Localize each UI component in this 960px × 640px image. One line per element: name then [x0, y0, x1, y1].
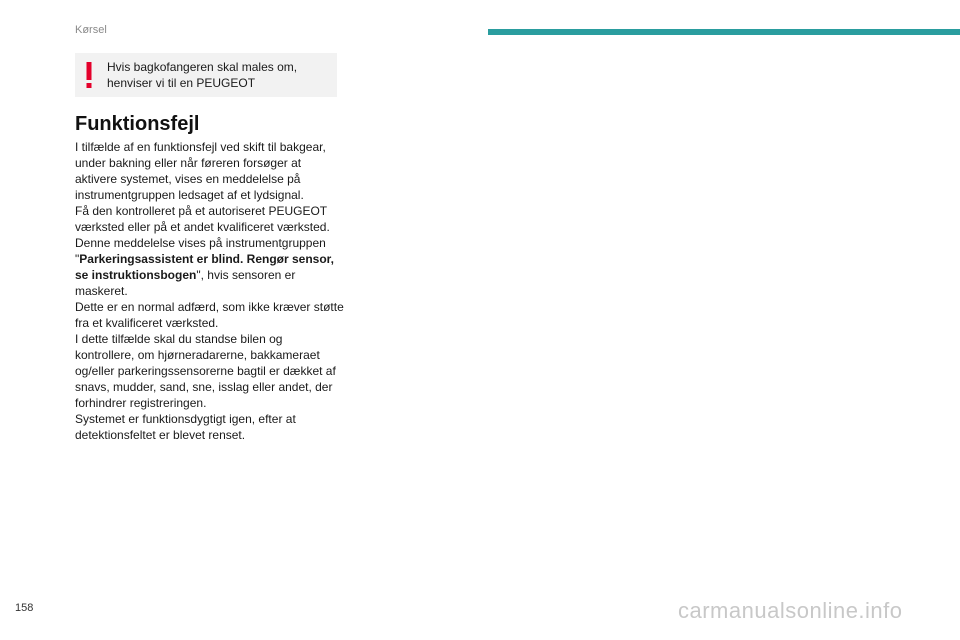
paragraph: Få den kontrolleret på et autoriseret PEUGEOT værksted eller på et andet kvalificeret værksted. [75, 204, 330, 234]
paragraph [75, 235, 345, 299]
section-heading: Funktionsfejl [75, 113, 200, 135]
section-label: Kørsel [75, 24, 107, 36]
paragraph: I dette tilfælde skal du standse bilen og kontrollere, om hjørneradarerne, bakkameraet og/eller parkeringssensorerne bagtil er dækket af snavs, mudder, sand, sne, isslag eller andet, der forhindrer registreringen. [75, 332, 336, 410]
paragraph: I tilfælde af en funktionsfejl ved skift til bakgear, under bakning eller når føreren forsøger at aktivere systemet, vises en meddelelse på instrumentgruppen ledsaget af et lydsignal. [75, 140, 326, 202]
watermark: carmanualsonline.info [678, 598, 903, 623]
warning-box [75, 53, 337, 97]
warning-text: Hvis bagkofangeren skal males om, henviser vi til en PEUGEOT [107, 60, 298, 90]
exclamation-icon [84, 62, 94, 88]
page-number: 158 [15, 602, 34, 614]
paragraph: Systemet er funktionsdygtigt igen, efter at detektionsfeltet er blevet renset. [75, 412, 296, 442]
text-run: Denne meddelelse vises på instrumentgruppen " [75, 236, 326, 266]
header-rule [488, 29, 960, 35]
section-body [75, 139, 345, 443]
text-run: ", hvis sensoren er maskeret. [75, 268, 296, 298]
bold-message: Parkeringsassistent er blind. Rengør sensor, se instruktionsbogen [75, 252, 335, 282]
paragraph: Dette er en normal adfærd, som ikke kræver støtte fra et kvalificeret værksted. [75, 300, 344, 330]
